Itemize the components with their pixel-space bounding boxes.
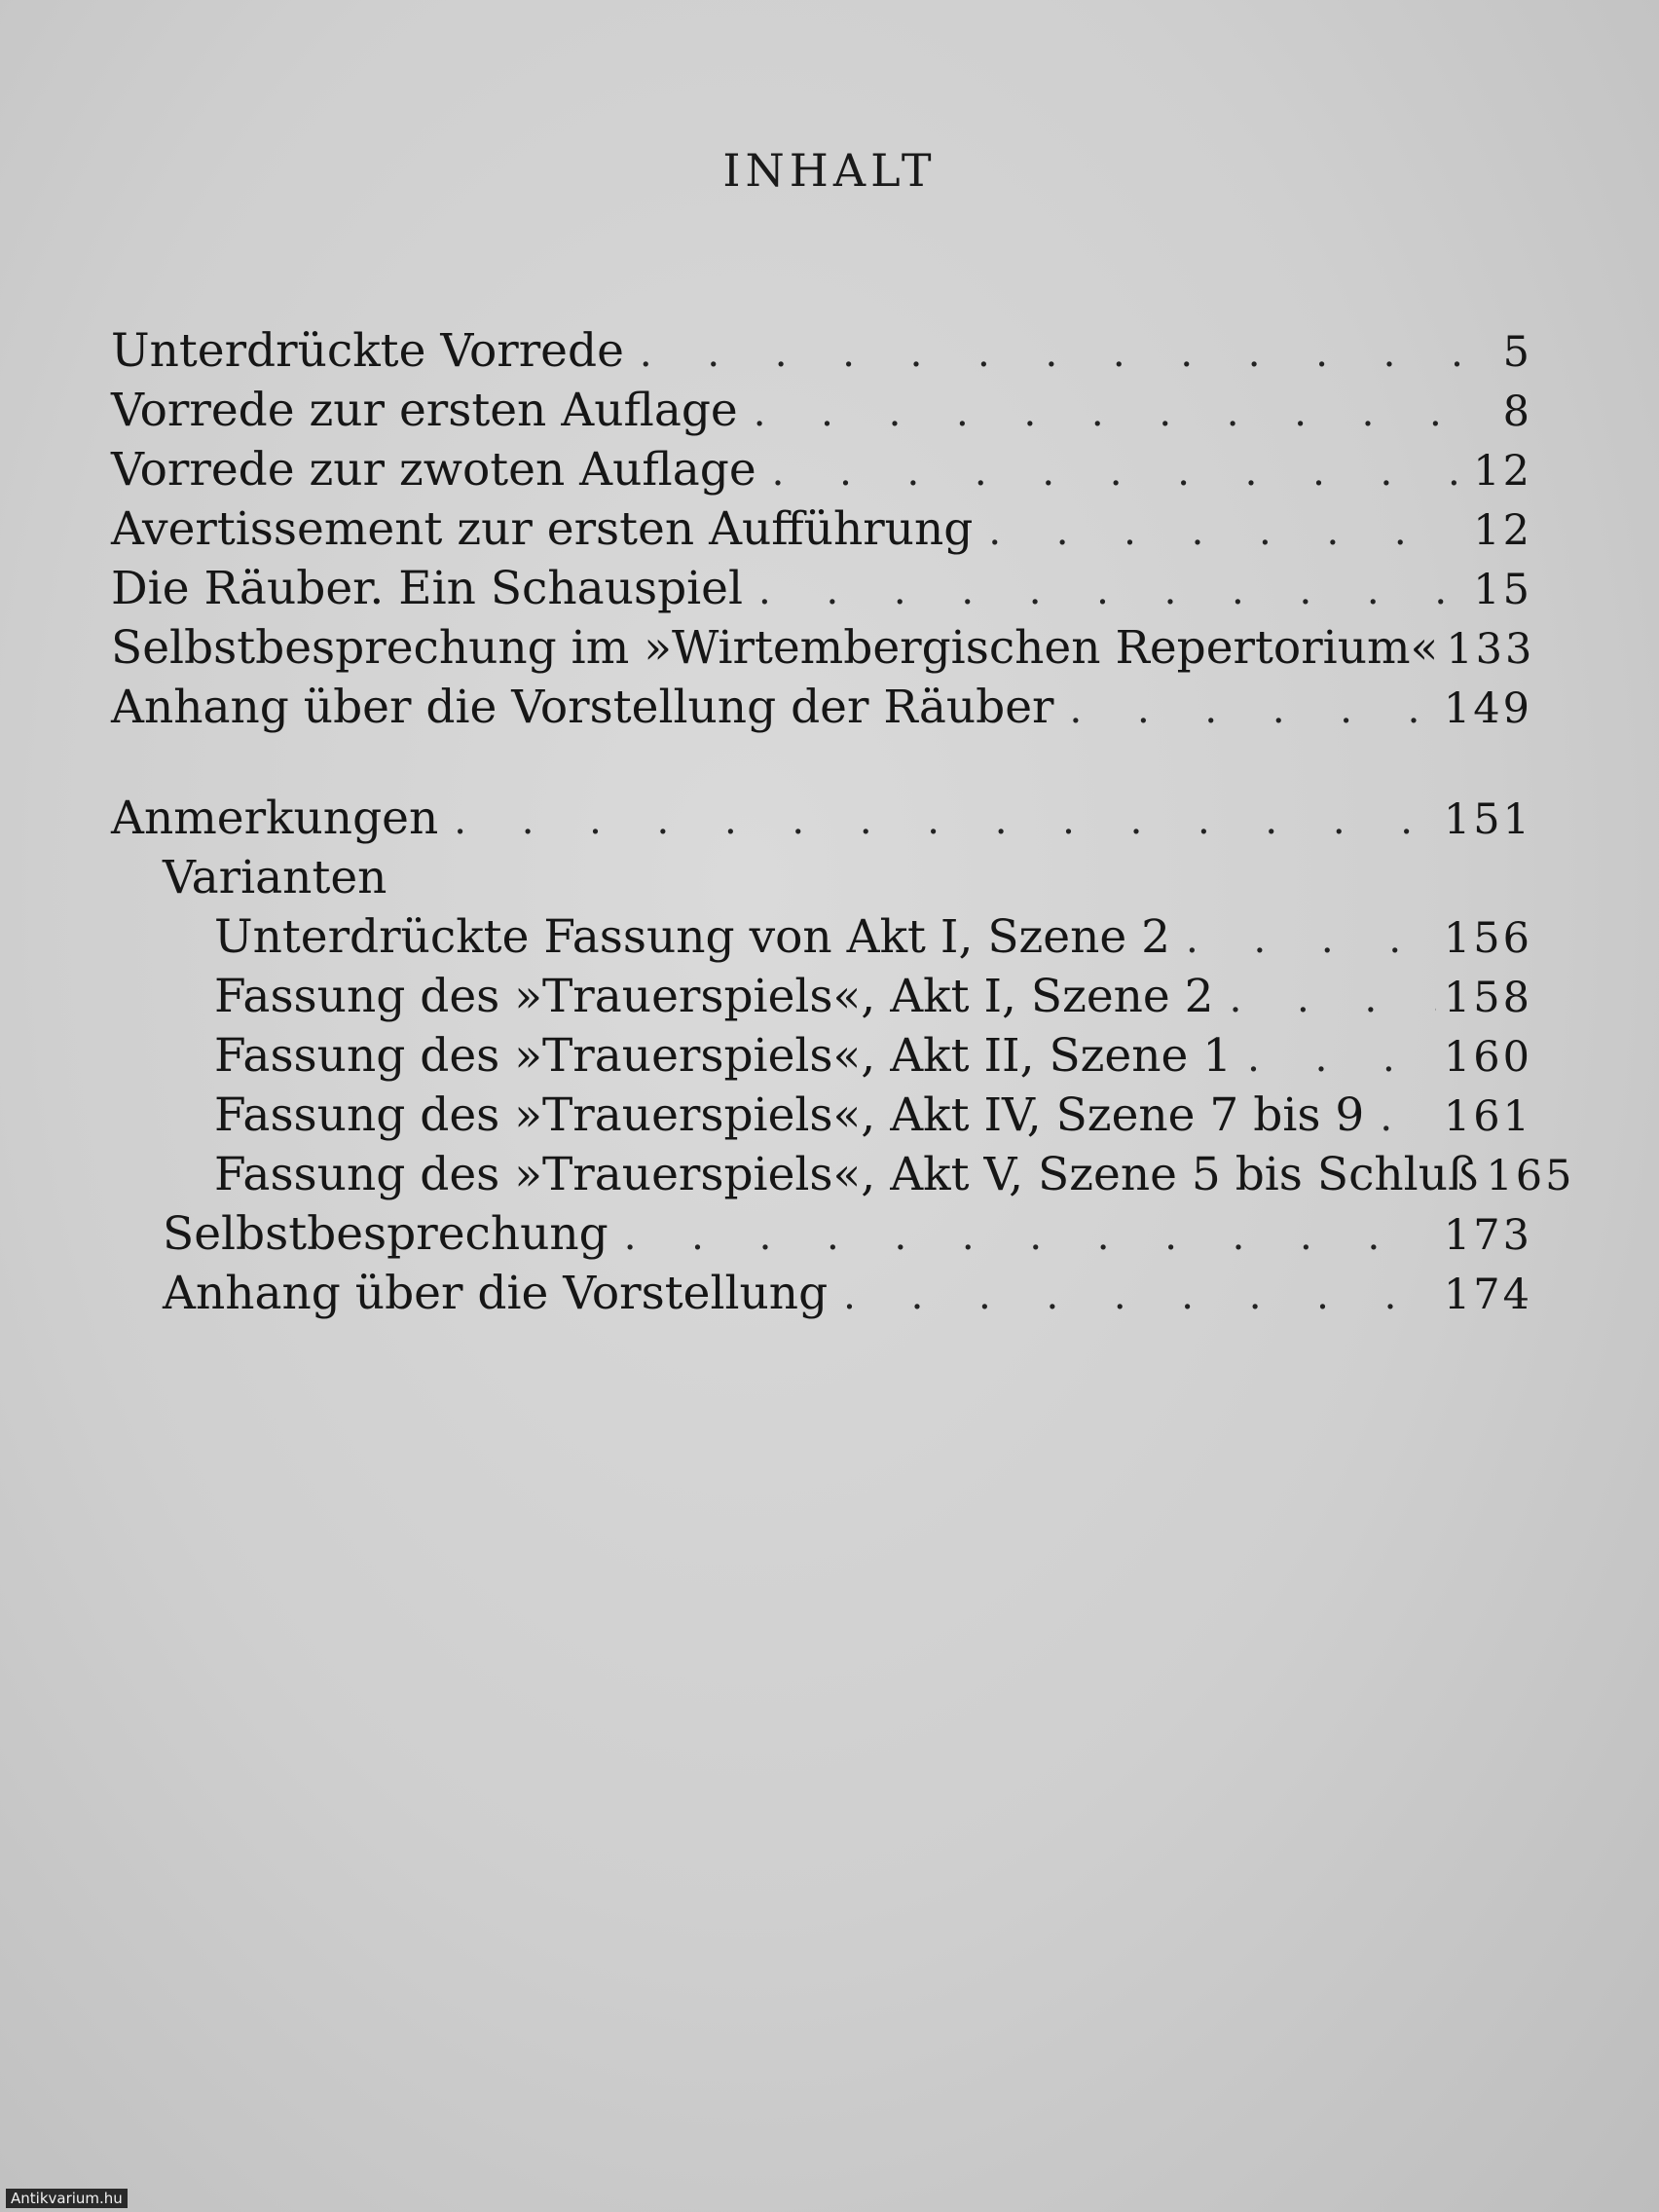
toc-entry-page: 151 — [1443, 795, 1532, 844]
toc-entry-page: 12 — [1473, 447, 1532, 496]
toc-entry — [111, 907, 1532, 967]
toc-entry — [111, 499, 1532, 559]
toc-entry-page: 158 — [1443, 974, 1532, 1022]
toc-subheading — [111, 848, 1532, 907]
toc-entry — [111, 1145, 1575, 1204]
toc-entry-page: 5 — [1502, 328, 1532, 377]
leader-dots — [1247, 1029, 1436, 1088]
toc-entry — [111, 321, 1532, 381]
toc-entry-label: Fassung des »Trauerspiels«, Akt IV, Szene 7 bis 9 — [214, 1088, 1365, 1142]
toc-entry-page: 165 — [1486, 1152, 1575, 1200]
leader-dots — [1070, 681, 1436, 740]
leader-dots — [624, 1207, 1436, 1267]
leader-dots — [454, 792, 1436, 851]
toc-entry-label: Unterdrückte Fassung von Akt I, Szene 2 — [214, 910, 1171, 964]
toc-entry — [111, 440, 1532, 499]
toc-entry-label: Die Räuber. Ein Schauspiel — [111, 562, 744, 615]
toc-entry-label: Anmerkungen — [111, 792, 439, 845]
toc-entry — [111, 1264, 1532, 1323]
toc-entry-page: 8 — [1502, 387, 1532, 436]
toc-entry-page: 149 — [1443, 684, 1532, 733]
watermark-label: Antikvarium.hu — [6, 2189, 128, 2208]
leader-dots — [1186, 910, 1436, 970]
toc-entry-label: Fassung des »Trauerspiels«, Akt I, Szene 2 — [214, 970, 1214, 1023]
page-title: INHALT — [722, 144, 937, 197]
toc-entry-page: 173 — [1443, 1211, 1532, 1260]
toc-entry-label: Vorrede zur ersten Auflage — [111, 384, 738, 437]
leader-dots — [640, 324, 1486, 384]
toc-entry — [111, 381, 1532, 440]
leader-dots — [1230, 970, 1436, 1029]
toc-entry — [111, 559, 1532, 618]
toc-entry — [111, 967, 1532, 1026]
leader-dots — [772, 443, 1466, 502]
toc-entry-page: 174 — [1443, 1271, 1532, 1319]
toc-main-section — [111, 321, 1535, 737]
toc-entry-page: 156 — [1443, 914, 1532, 963]
toc-entry — [111, 678, 1532, 737]
leader-dots — [754, 384, 1486, 443]
toc-entry — [111, 1204, 1532, 1264]
leader-dots — [1380, 1088, 1436, 1148]
toc-entry — [111, 789, 1532, 848]
toc-entry-label: Anhang über die Vorstellung — [163, 1267, 829, 1320]
toc-entry — [111, 618, 1535, 678]
leader-dots — [988, 502, 1465, 562]
toc-entry-page: 160 — [1443, 1033, 1532, 1082]
toc-entry-label: Unterdrückte Vorrede — [111, 324, 624, 378]
toc-entry-label: Avertissement zur ersten Aufführung — [111, 502, 974, 556]
toc-entry — [111, 1086, 1532, 1145]
toc-entry — [111, 1026, 1532, 1086]
toc-entry-label: Fassung des »Trauerspiels«, Akt V, Szene 5 bis Schluß — [214, 1148, 1479, 1201]
toc-entry-label: Selbstbesprechung — [163, 1207, 608, 1261]
toc-entry-label: Varianten — [163, 851, 387, 904]
toc-entry-label: Selbstbesprechung im »Wirtembergischen Repertorium« — [111, 621, 1439, 675]
toc-entry-page: 12 — [1473, 506, 1532, 555]
toc-entry-page: 133 — [1446, 625, 1535, 674]
toc-entry-page: 161 — [1443, 1092, 1532, 1141]
leader-dots — [843, 1267, 1436, 1326]
leader-dots — [758, 562, 1465, 621]
toc-entry-label: Fassung des »Trauerspiels«, Akt II, Szene 1 — [214, 1029, 1233, 1083]
toc-entry-page: 15 — [1473, 566, 1532, 614]
toc-entry-label: Anhang über die Vorstellung der Räuber — [111, 681, 1054, 734]
toc-notes-section — [111, 789, 1575, 1323]
toc-entry-label: Vorrede zur zwoten Auflage — [111, 443, 756, 497]
